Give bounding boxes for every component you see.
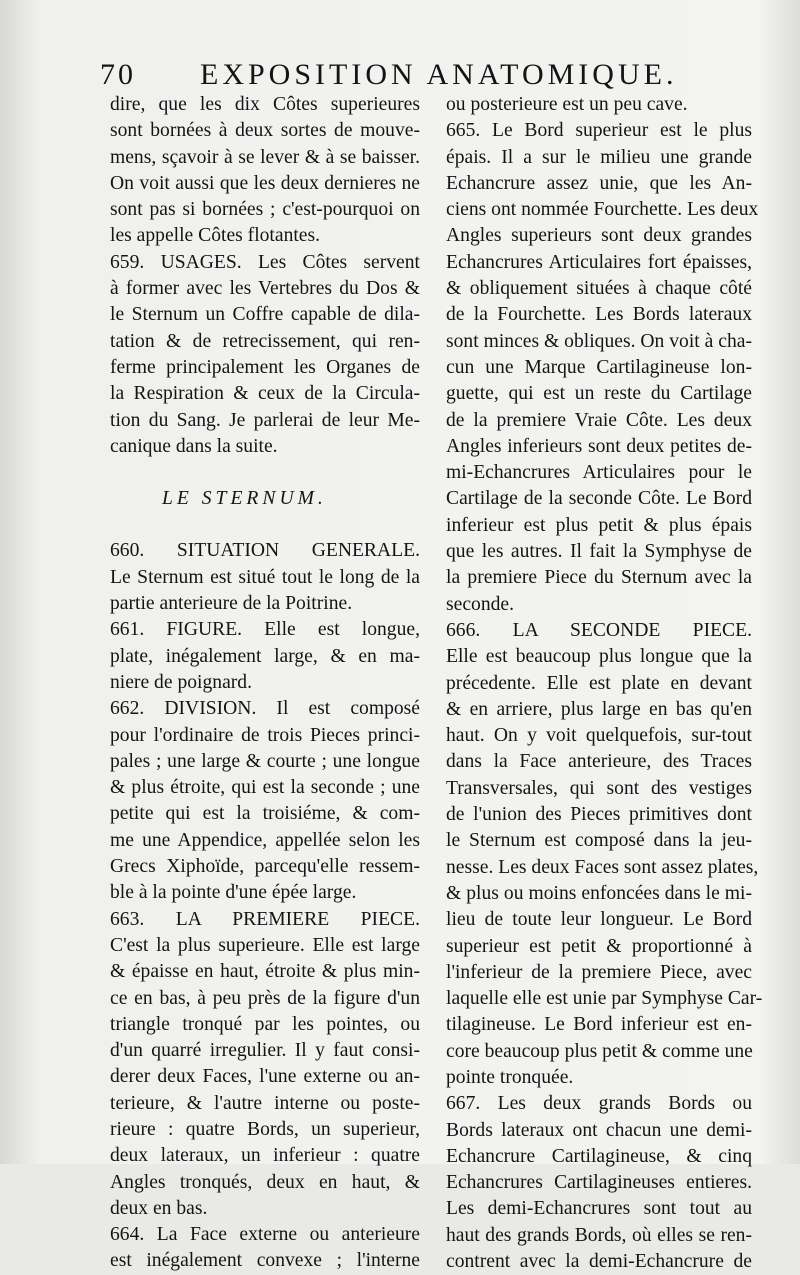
text-line: Bords lateraux ont chacun une demi- (446, 1119, 752, 1141)
blank-line (110, 460, 420, 486)
text-line: core beaucoup plus petit & comme une (446, 1040, 753, 1062)
text-line: pour l'ordinaire de trois Pieces princi- (110, 724, 420, 746)
text-line: Elle est beaucoup plus longue que la (446, 646, 752, 668)
text-line: tion du Sang. Je parlerai de leur Me- (110, 409, 420, 431)
text-line: de l'union des Pieces primitives dont (446, 804, 752, 826)
text-line: la premiere Piece du Sternum avec la (446, 567, 752, 589)
text-line: 663. LA PREMIERE PIECE. (110, 908, 420, 930)
text-line: C'est la plus superieure. Elle est large (110, 934, 420, 956)
text-line: ciens ont nommée Fourchette. Les deux (446, 199, 759, 221)
text-line: tation & de retrecissement, qui ren- (110, 330, 420, 352)
text-line: ferme principalement les Organes de (110, 356, 420, 378)
text-line: & plus étroite, qui est la seconde ; une (110, 777, 420, 799)
left-column (110, 92, 420, 1275)
text-line: niere de poignard. (110, 671, 252, 693)
text-line: est inégalement convexe ; l'interne (110, 1250, 420, 1272)
running-head: EXPOSITION ANATOMIQUE. (200, 58, 678, 91)
text-line: Echancrures Cartilagineuses entieres. (446, 1172, 752, 1194)
text-line: épais. Il a sur le milieu une grande (446, 146, 752, 168)
text-line: 667. Les deux grands Bords ou (446, 1093, 752, 1115)
text-line: haut des grands Bords, où elles se ren- (446, 1224, 752, 1246)
text-line: mi-Echancrures Articulaires pour le (446, 462, 752, 484)
text-line: Echancrures Articulaires fort épaisses, (446, 251, 752, 273)
text-line: précedente. Elle est plate en devant (446, 672, 752, 694)
text-line: le Sternum un Coffre capable de dila- (110, 304, 420, 326)
text-line: terieure, & l'autre interne ou poste- (110, 1092, 420, 1114)
text-line: & épaisse en haut, étroite & plus min- (110, 961, 420, 983)
text-line: guette, qui est un reste du Cartilage (446, 383, 752, 405)
text-line: Echancrure Cartilagineuse, & cinq (446, 1145, 752, 1167)
text-line: & obliquement situées à chaque côté (446, 278, 752, 300)
text-line: pointe tronquée. (446, 1066, 574, 1088)
text-line: 664. La Face externe ou anterieure (110, 1224, 420, 1246)
text-line: partie anterieure de la Poitrine. (110, 593, 353, 615)
text-line: Angles tronqués, deux en haut, & (110, 1171, 420, 1193)
text-line: deux lateraux, un inferieur : quatre (110, 1145, 420, 1167)
text-line: sont minces & obliques. On voit à cha- (446, 330, 752, 352)
text-line: 660. SITUATION GENERALE. (110, 540, 420, 562)
text-line: tilagineuse. Le Bord inferieur est en- (446, 1014, 752, 1036)
text-line: 662. DIVISION. Il est composé (110, 698, 420, 720)
text-line: seconde. (446, 593, 515, 615)
text-line: Le Sternum est situé tout le long de la (110, 566, 420, 588)
text-line: le Sternum est composé dans la jeu- (446, 830, 752, 852)
text-line: de la Fourchette. Les Bords lateraux (446, 304, 752, 326)
text-line: 665. Le Bord superieur est le plus (446, 120, 752, 142)
text-line: d'un quarré irregulier. Il y faut consi- (110, 1040, 420, 1062)
text-line: sont pas si bornées ; c'est-pourquoi on (110, 199, 420, 221)
text-line: pales ; une large & courte ; une longue (110, 750, 420, 772)
text-line: triangle tronqué par les pointes, ou (110, 1013, 420, 1035)
text-line: ce en bas, à peu près de la figure d'un (110, 987, 420, 1009)
text-line: nesse. Les deux Faces sont assez plates, (446, 856, 759, 878)
text-line: plate, inégalement large, & en ma- (110, 645, 420, 667)
section-heading: LE STERNUM. (162, 488, 327, 510)
text-line: Les demi-Echancrures sont tout au (446, 1198, 752, 1220)
text-line: & plus ou moins enfoncées dans le mi- (446, 882, 752, 904)
text-line: 661. FIGURE. Elle est longue, (110, 619, 420, 641)
text-line: Cartilage de la seconde Côte. Le Bord (446, 488, 752, 510)
text-line: de la premiere Vraie Côte. Les deux (446, 409, 752, 431)
text-line: On voit aussi que les deux dernieres ne (110, 172, 420, 194)
text-line: à former avec les Vertebres du Dos & (110, 278, 420, 300)
text-line: l'inferieur de la premiere Piece, avec (446, 961, 752, 983)
text-line: les appelle Côtes flotantes. (110, 225, 321, 247)
text-line: sont bornées à deux sortes de mouve- (110, 120, 420, 142)
text-line: ble à la pointe d'une épée large. (110, 882, 357, 904)
text-line: petite qui est la troisiéme, & com- (110, 803, 420, 825)
text-line: Angles inferieurs sont deux petites de- (446, 435, 752, 457)
text-line: deux en bas. (110, 1197, 208, 1219)
right-column (446, 92, 763, 1275)
text-line: superieur est petit & proportionné à (446, 935, 752, 957)
text-line: cun une Marque Cartilagineuse lon- (446, 356, 752, 378)
text-line: Echancrure assez unie, que les An- (446, 172, 752, 194)
text-line: Angles superieurs sont deux grandes (446, 225, 752, 247)
text-line: 659. USAGES. Les Côtes servent (110, 251, 420, 273)
text-line: ou posterieure est un peu cave. (446, 94, 688, 115)
text-line: la Respiration & ceux de la Circula- (110, 383, 420, 405)
text-line: inferieur est plus petit & plus épais (446, 514, 752, 536)
text-line: mens, sçavoir à se lever & à se baisser. (110, 146, 420, 168)
text-line: contrent avec la demi-Echancrure de (446, 1251, 752, 1273)
text-line: me une Appendice, appellée selon les (110, 829, 420, 851)
text-line: 666. LA SECONDE PIECE. (446, 619, 752, 641)
text-line: que les autres. Il fait la Symphyse de (446, 541, 752, 563)
text-line: laquelle elle est unie par Symphyse Car- (446, 988, 763, 1010)
text-line: dire, que les dix Côtes superieures (110, 94, 420, 115)
text-line: rieure : quatre Bords, un superieur, (110, 1118, 420, 1140)
text-line: canique dans la suite. (110, 435, 278, 457)
text-line: Transversales, qui sont des vestiges (446, 777, 752, 799)
page-number: 70 (100, 58, 136, 91)
text-line: dans la Face anterieure, des Traces (446, 751, 752, 773)
text-line: derer deux Faces, l'une externe ou an- (110, 1066, 420, 1088)
text-line: Grecs Xiphoïde, parcequ'elle ressem- (110, 856, 420, 878)
text-line: lieu de toute leur longueur. Le Bord (446, 909, 752, 931)
text-line: & en arriere, plus large en bas qu'en (446, 698, 752, 720)
text-line: haut. On y voit quelquefois, sur-tout (446, 725, 752, 747)
blank-line (110, 512, 420, 538)
